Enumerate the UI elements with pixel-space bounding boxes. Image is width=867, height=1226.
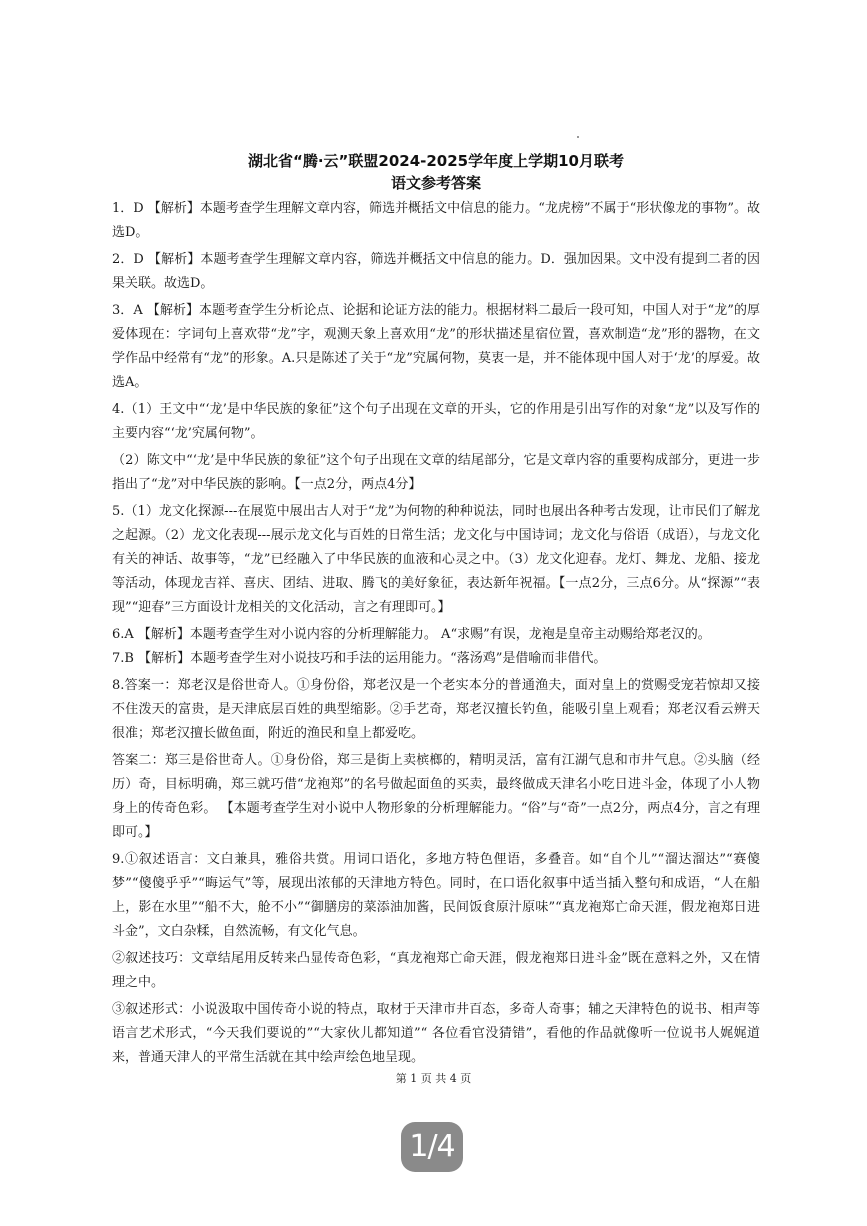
answer-7: 7.B 【解析】本题考查学生对小说技巧和手法的运用能力。“落汤鸡”是借喻而非借代。 <box>112 651 607 666</box>
page-indicator[interactable]: 1/4 <box>401 1122 463 1172</box>
answer-5: 5.（1）龙文化探源---在展览中展出古人对于“龙”为何物的种种说法，同时也展出各种考古发现，让市民们了解龙之起源。（2）龙文化表现---展示龙文化与百姓的日常生活；龙文化与中国诗词；龙文化与俗语（成语），与龙文化有关的神话、故事等，“龙”已经融入了中华民族的血液和心灵之中。（3）龙文化迎春。龙灯、舞龙、龙船、接龙等活动，体现龙吉祥、喜庆、团结、进取、腾飞的美好象征，表达新年祝福。【一点2分，三点6分。从“探源”“表现”“迎春”三方面设计龙相关的文化活动，言之有理即可。】 <box>112 504 760 615</box>
page-footer: 第 1 页 共 4 页 <box>395 1072 472 1085</box>
answer-4-part-2: （2）陈文中“‘龙’是中华民族的象征”这个句子出现在文章的结尾部分，它是文章内容的重要构成部分，更进一步指出了“龙”对中华民族的影响。【一点2分，两点4分】 <box>112 453 760 492</box>
answer-3: 3．A 【解析】本题考查学生分析论点、论据和论证方法的能力。根据材料二最后一段可知，中国人对于“龙”的厚爱体现在：字词句上喜欢带“龙”字，观测天象上喜欢用“龙”的形状描述星宿位置，喜欢制造“龙”形的器物，在文学作品中经常有“龙”的形象。A.只是陈述了关于“龙”究属何物，莫衷一是，并不能体现中国人对于‘龙’的厚爱。故选A。 <box>112 303 760 390</box>
answer-6: 6.A 【解析】本题考查学生对小说内容的分析理解能力。 A“求赐”有误，龙袍是皇帝主动赐给郑老汉的。 <box>112 627 711 642</box>
document-subtitle: 语文参考答案 <box>390 174 481 192</box>
scan-speck <box>577 136 579 138</box>
answer-9-part-1: 9.①叙述语言：文白兼具，雅俗共赏。用词口语化，多地方特色俚语，多叠音。如“自个儿”“溜达溜达”“赛傻梦”“傻傻乎乎”“晦运气”等，展现出浓郁的天津地方特色。同时，在口语化叙事中适当插入整句和成语，“人在船上，影在水里”“船不大，舱不小”“御膳房的菜添油加酱，民间饭食原汁原味”“真龙袍郑亡命天涯，假龙袍郑日进斗金”，文白杂糅，自然流畅，有文化气息。 <box>112 852 760 939</box>
answer-1: 1．D 【解析】本题考查学生理解文章内容，筛选并概括文中信息的能力。“龙虎榜”不属于“形状像龙的事物”。故选D。 <box>112 201 760 240</box>
answer-4-part-1: 4.（1）王文中“‘龙’是中华民族的象征”这个句子出现在文章的开头，它的作用是引出写作的对象“龙”以及写作的主要内容“‘龙’究属何物”。 <box>112 402 760 441</box>
answer-9-part-3: ③叙述形式：小说汲取中国传奇小说的特点，取材于天津市井百态，多奇人奇事；辅之天津特色的说书、相声等语言艺术形式，“今天我们要说的”“大家伙儿都知道”“ 各位看官没猜错”，看他的作品就像听一位说书人娓娓道来，普通天津人的平常生活就在其中绘声绘色地呈现。 <box>112 1002 760 1065</box>
answer-9-part-2: ②叙述技巧：文章结尾用反转来凸显传奇色彩，“真龙袍郑亡命天涯，假龙袍郑日进斗金”既在意料之外，又在情理之中。 <box>112 951 760 990</box>
answer-8-option-2: 答案二：郑三是俗世奇人。①身份俗，郑三是街上卖槟榔的，精明灵活，富有江湖气息和市井气息。②头脑（经历）奇，目标明确，郑三就巧借“龙袍郑”的名号做起面鱼的买卖，最终做成天津名小吃日进斗金，体现了小人物身上的传奇色彩。 【本题考查学生对小说中人物形象的分析理解能力。“俗”与“奇”一点2分，两点4分，言之有理即可。】 <box>112 753 760 840</box>
answer-document <box>112 150 760 1070</box>
answer-8-option-1: 8.答案一：郑老汉是俗世奇人。①身份俗，郑老汉是一个老实本分的普通渔夫，面对皇上的赏赐受宠若惊却又接不住泼天的富贵，是天津底层百姓的典型缩影。②手艺奇，郑老汉擅长钓鱼，能吸引皇上观看；郑老汉看云辨天很准；郑老汉擅长做鱼面，附近的渔民和皇上都爱吃。 <box>112 678 760 741</box>
answer-2: 2．D 【解析】本题考查学生理解文章内容，筛选并概括文中信息的能力。D．强加因果。文中没有提到二者的因果关联。故选D。 <box>112 252 760 291</box>
document-title: 湖北省“腾·云”联盟2024-2025学年度上学期10月联考 <box>247 152 624 170</box>
